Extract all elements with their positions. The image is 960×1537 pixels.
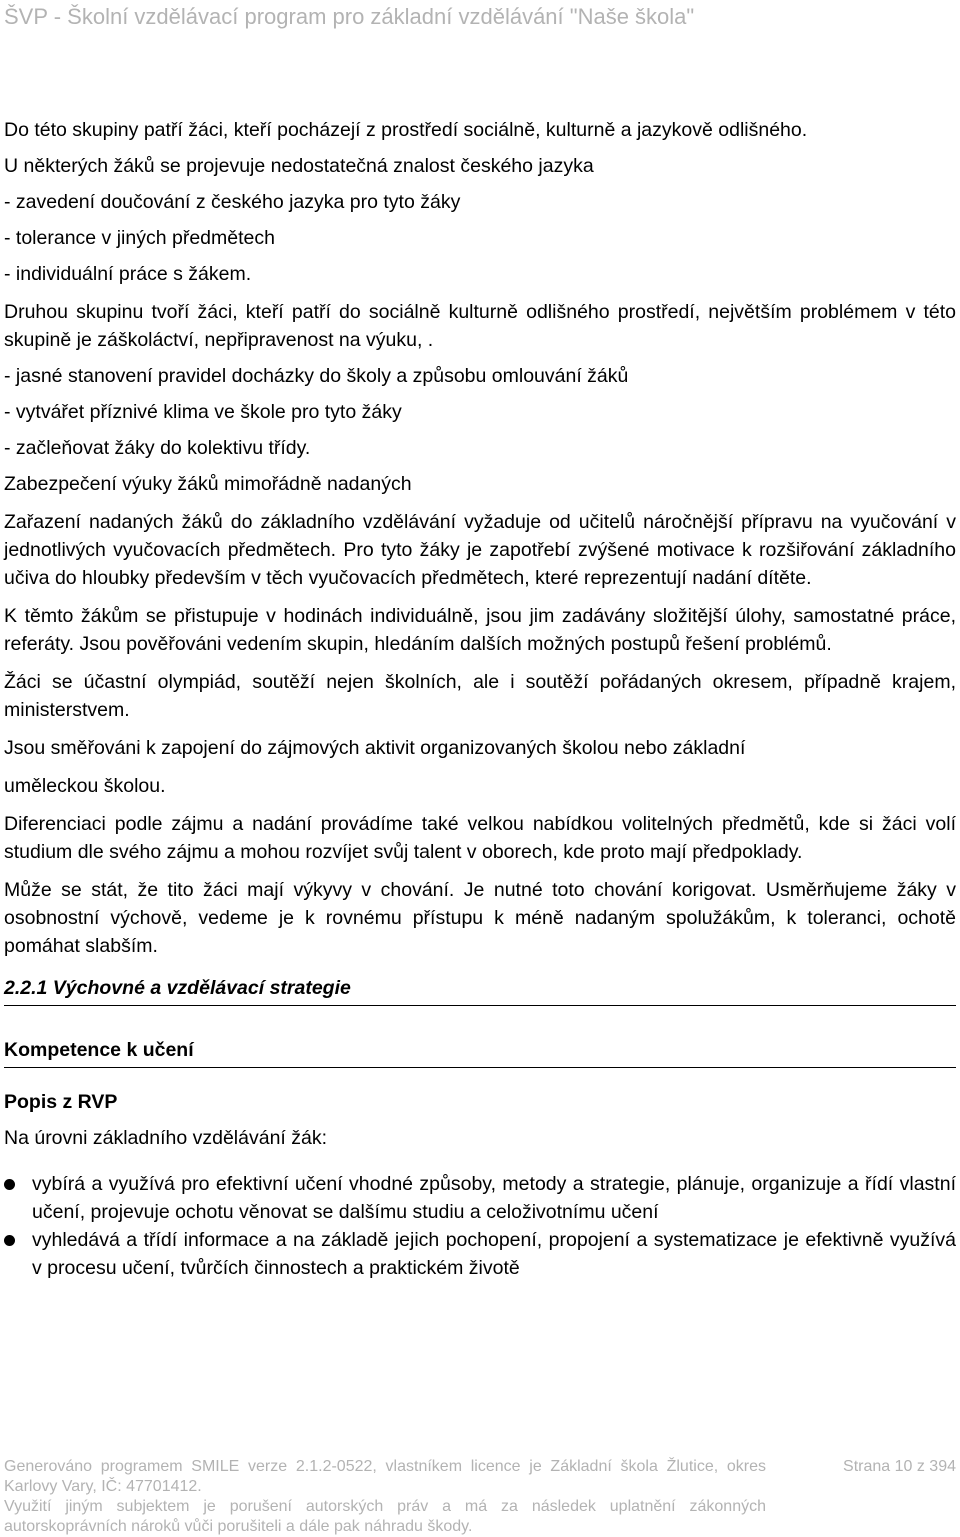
dash-item: - tolerance v jiných předmětech (4, 227, 275, 249)
dash-item: - zavedení doučování z českého jazyka pro tyto žáky (4, 191, 461, 213)
dash-item: - jasné stanovení pravidel docházky do školy a způsobu omlouvání žáků (4, 365, 629, 387)
list-item (4, 1226, 956, 1282)
paragraph: K těmto žákům se přistupuje v hodinách individuálně, jsou jim zadávány složitější úlohy, samostatné práce, referáty. Jsou pověřováni vedením skupin, hledáním dalších možných postupů řešení problémů. (4, 605, 956, 655)
paragraph: Žáci se účastní olympiád, soutěží nejen školních, ale i soutěží pořádaných okresem, případně krajem, ministerstvem. (4, 671, 956, 721)
paragraph: Druhou skupinu tvoří žáci, kteří patří do sociálně kulturně odlišného prostředí, největším problémem v této skupině je záškoláctví, nepřipravenost na výuku, . (4, 301, 956, 351)
intro-text: Na úrovni základního vzdělávání žák: (4, 1127, 328, 1149)
dash-item: - začleňovat žáky do kolektivu třídy. (4, 437, 311, 459)
competence-heading: Kompetence k učení (4, 1036, 956, 1068)
competence-list (4, 1170, 956, 1282)
section-heading: 2.2.1 Výchovné a vzdělávací strategie (4, 974, 956, 1006)
paragraph: uměleckou školou. (4, 775, 166, 797)
footer-copyright: Využití jiným subjektem je porušení autorských práv a má za následek uplatnění zákonných autorskoprávních nároků vůči porušiteli a dále pak náhradu škody. (4, 1498, 766, 1535)
list-item-text: vyhledává a třídí informace a na základě jejich pochopení, propojení a systematizace je efektivně využívá v procesu učení, tvůrčích činnostech a praktickém životě (32, 1229, 956, 1279)
page-footer (4, 1457, 956, 1537)
list-item (4, 1170, 956, 1226)
subheading-gifted: Zabezpečení výuky žáků mimořádně nadaných (4, 473, 412, 495)
list-item-text: vybírá a využívá pro efektivní učení vhodné způsoby, metody a strategie, plánuje, organizuje a řídí vlastní učení, projevuje ochotu věnovat se dalšímu studiu a celoživotnímu učení (32, 1173, 956, 1223)
dash-item: - vytvářet příznivé klima ve škole pro tyto žáky (4, 401, 402, 423)
paragraph: Diferenciaci podle zájmu a nadání provádíme také velkou nabídkou volitelných předmětů, kde si žáci volí studium dle svého zájmu a mohou rozvíjet svůj talent v oborech, kde proto mají předpoklady. (4, 813, 956, 863)
paragraph: U některých žáků se projevuje nedostatečná znalost českého jazyka (4, 155, 594, 177)
paragraph: Zařazení nadaných žáků do základního vzdělávání vyžaduje od učitelů náročnější přípravu na vyučování v jednotlivých vyučovacích předmětech. Pro tyto žáky je zapotřebí zvýšené motivace k rozšiřování základního učiva do hloubky především v těch vyučovacích předmětech, které reprezentují nadání dítěte. (4, 511, 956, 589)
dash-item: - individuální práce s žákem. (4, 263, 252, 285)
bullet-icon (4, 1235, 15, 1246)
paragraph: Jsou směřováni k zapojení do zájmových aktivit organizovaných školou nebo základní (4, 737, 746, 759)
footer-generated: Generováno programem SMILE verze 2.1.2-0522, vlastníkem licence je Základní škola Žlutice, okres Karlovy Vary, IČ: 47701412. (4, 1458, 766, 1495)
bullet-icon (4, 1179, 15, 1190)
document-body (4, 116, 956, 1282)
paragraph: Může se stát, že tito žáci mají výkyvy v chování. Je nutné toto chování korigovat. Usměrňujeme žáky v osobnostní výchově, vedeme je k rovnému přístupu k méně nadaným spolužákům, k toleranci, ochotě pomáhat slabším. (4, 879, 956, 957)
page-number: Strana 10 z 394 (843, 1458, 956, 1475)
paragraph: Do této skupiny patří žáci, kteří pocházejí z prostředí sociálně, kulturně a jazykově odlišného. (4, 119, 808, 141)
rvp-heading: Popis z RVP (4, 1091, 118, 1113)
page-header-title: ŠVP - Školní vzdělávací program pro základní vzdělávání "Naše škola" (4, 4, 695, 29)
